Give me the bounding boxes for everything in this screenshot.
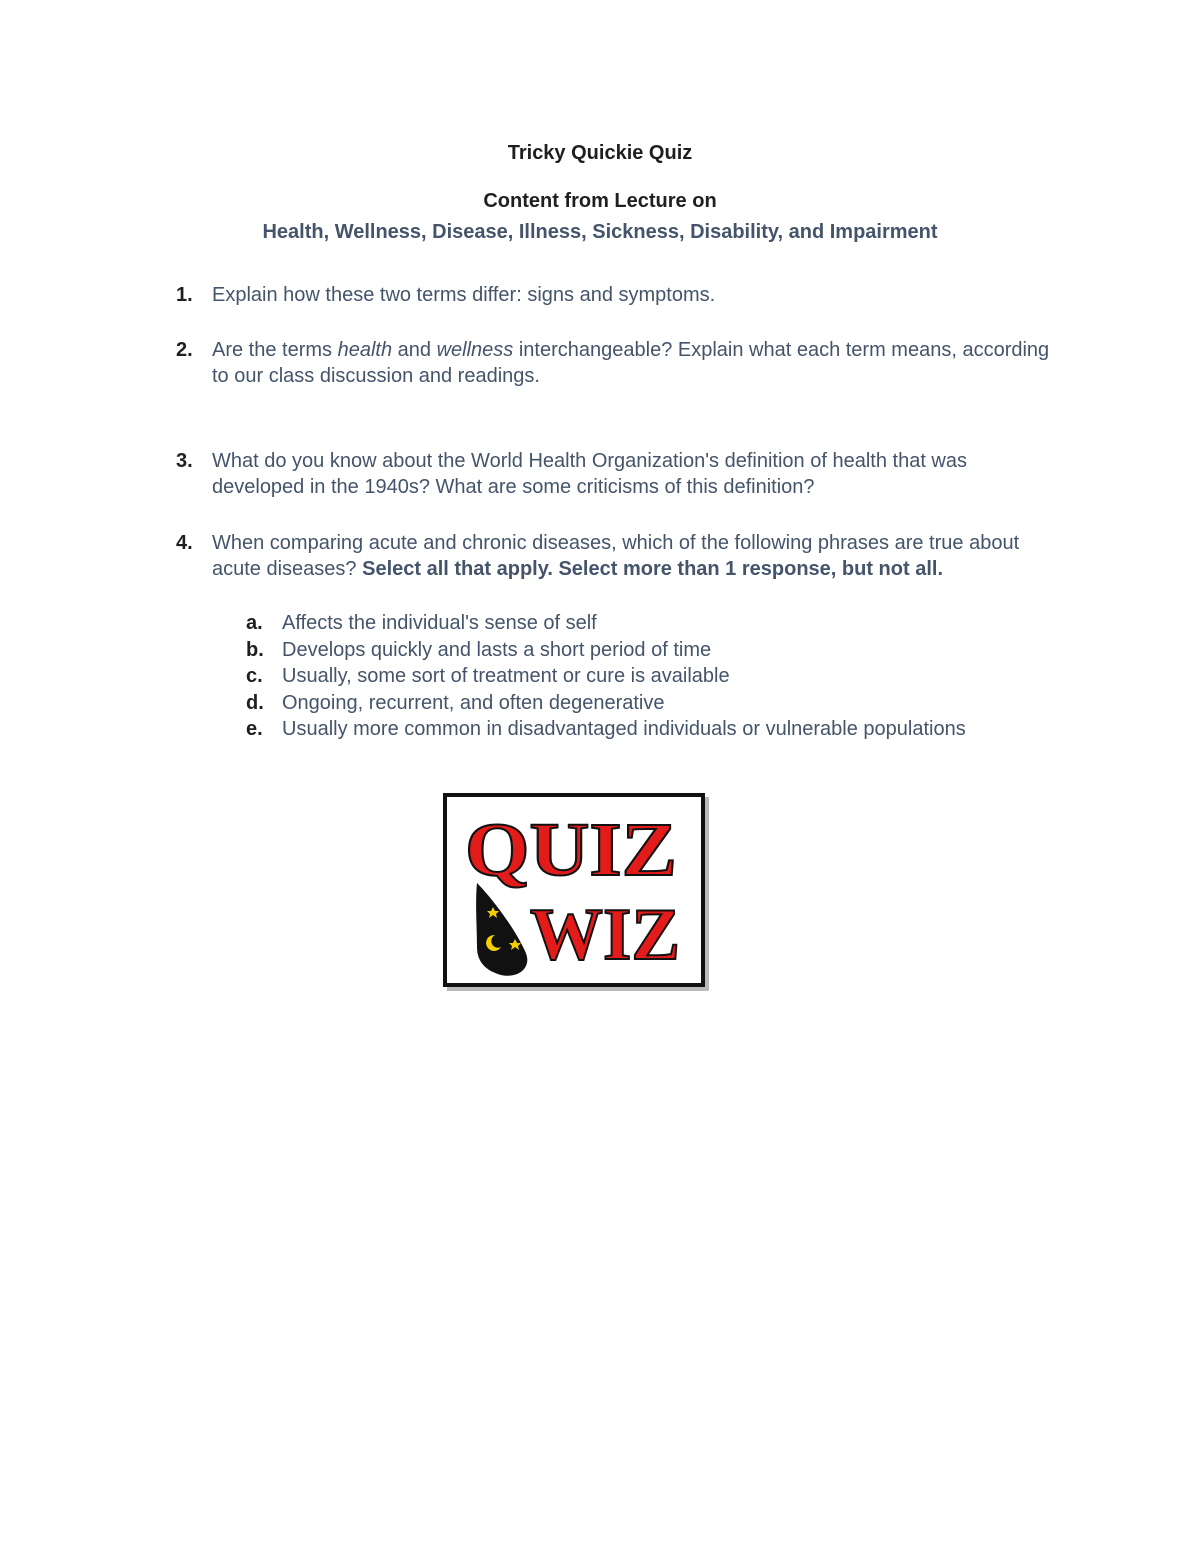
option-c	[246, 663, 1066, 690]
quiz-wiz-graphic	[447, 797, 701, 983]
question-text: When comparing acute and chronic diseases, which of the following phrases are true about acute diseases? Select all that apply. Select more than 1 response, but not all.	[212, 532, 1020, 580]
option-text: Usually more common in disadvantaged individuals or vulnerable populations	[282, 718, 966, 740]
option-text: Ongoing, recurrent, and often degenerative	[282, 691, 665, 714]
page-subtitle: Content from Lecture on	[483, 190, 717, 212]
wizard-hat-icon	[476, 883, 527, 976]
option-text: Develops quickly and lasts a short period of time	[282, 638, 712, 661]
question-text: What do you know about the World Health Organization's definition of health that was developed in the 1940s? What are some criticisms of this definition?	[212, 450, 967, 498]
lecture-topics: Health, Wellness, Disease, Illness, Sickness, Disability, and Impairment	[262, 221, 938, 243]
question-instruction: Select all that apply. Select more than 1 response, but not all.	[362, 558, 943, 580]
question-number: 1.	[176, 284, 193, 306]
option-letter: d.	[246, 691, 264, 714]
option-d	[246, 690, 1066, 717]
option-letter: b.	[246, 638, 264, 661]
logo-quiz-text: QUIZ	[465, 808, 677, 892]
logo-wiz-text: WIZ	[530, 894, 680, 976]
quiz-wiz-logo	[443, 793, 705, 987]
option-e	[246, 716, 1066, 743]
option-letter: c.	[246, 665, 263, 687]
page-title: Tricky Quickie Quiz	[507, 142, 693, 164]
term-wellness: wellness	[436, 339, 514, 361]
question-number: 3.	[176, 450, 193, 472]
option-letter: e.	[246, 718, 263, 740]
question-number: 4.	[176, 532, 193, 554]
question-number: 2.	[176, 339, 193, 361]
term-health: health	[337, 339, 393, 361]
option-letter: a.	[246, 612, 263, 634]
option-a	[246, 610, 1066, 637]
answer-options	[246, 610, 1066, 743]
option-text: Usually, some sort of treatment or cure is available	[282, 665, 730, 687]
question-text: Are the terms health and wellness interchangeable? Explain what each term means, according to our class discussion and readings.	[212, 339, 1050, 387]
question-text: Explain how these two terms differ: signs and symptoms.	[212, 284, 716, 306]
option-b	[246, 637, 1066, 664]
option-text: Affects the individual's sense of self	[282, 612, 597, 634]
